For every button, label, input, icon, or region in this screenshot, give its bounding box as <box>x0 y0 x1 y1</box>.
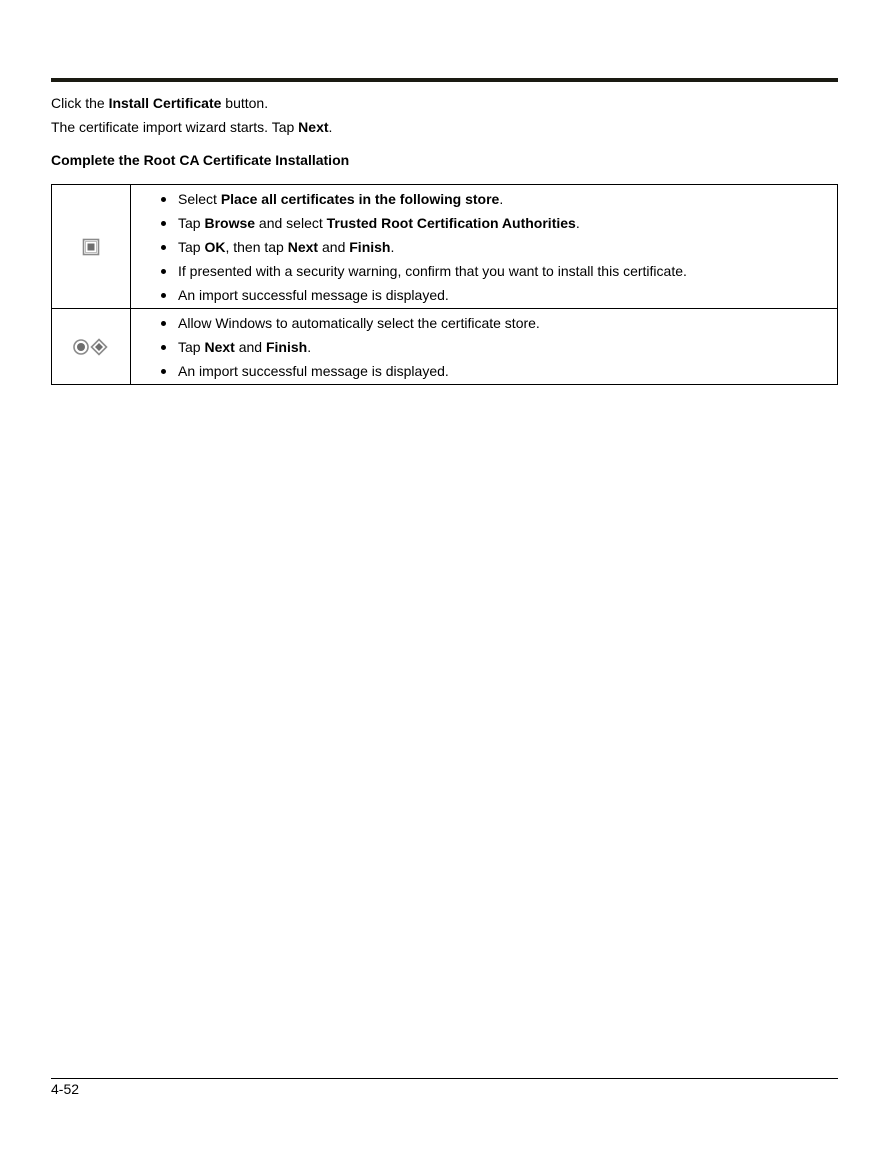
bullet-text-bold: Finish <box>265 338 308 355</box>
bullet-text <box>178 191 503 207</box>
bullet-list <box>131 311 837 383</box>
bullet-text-run: . <box>390 238 395 255</box>
checkbox-checked-icon <box>82 238 100 256</box>
bullet-text <box>178 315 540 331</box>
bullet-text <box>178 239 394 255</box>
bullet-text-run: If presented with a security warning, confirm that you want to install this certificate. <box>178 262 687 279</box>
table-row <box>52 309 838 385</box>
bullet-text-run: Tap <box>178 338 205 355</box>
list-item <box>161 311 837 335</box>
bullet-text <box>178 363 449 379</box>
top-rule <box>51 78 838 82</box>
list-item <box>161 211 837 235</box>
page-number: 4-52 <box>51 1081 80 1097</box>
bullet-text-run: Allow Windows to automatically select the certificate store. <box>178 314 540 331</box>
bullet-text-run: Tap <box>178 238 205 255</box>
intro-line-install-certificate <box>51 94 268 112</box>
instructions-cell <box>131 309 838 385</box>
icon-cell <box>52 309 131 385</box>
table-row <box>52 185 838 309</box>
intro-line2-prefix: The certificate import wizard starts. Tap <box>51 119 299 135</box>
bullet-text-run: . <box>575 214 580 231</box>
bullet-text-bold: Browse <box>204 214 256 231</box>
bullet-text-run: and <box>318 238 350 255</box>
bullet-text-run: . <box>499 190 504 207</box>
bullet-text <box>178 287 449 303</box>
intro-line1-suffix: button. <box>221 95 269 111</box>
bullet-text-run: , then tap <box>225 238 288 255</box>
bullet-text-run: Select <box>178 190 221 207</box>
bullet-text-run: . <box>307 338 312 355</box>
list-item <box>161 259 837 283</box>
list-item <box>161 335 837 359</box>
intro-line-wizard-starts <box>51 118 332 136</box>
bullet-list <box>131 187 837 307</box>
bullet-text-run: An import successful message is displayed. <box>178 286 449 303</box>
bullet-text <box>178 263 687 279</box>
footer-rule <box>51 1078 838 1079</box>
list-item <box>161 283 837 307</box>
bullet-text-run: An import successful message is displayed. <box>178 362 449 379</box>
section-heading: Complete the Root CA Certificate Installation <box>51 152 350 168</box>
bullet-text-bold: Next <box>287 238 319 255</box>
intro-line2-suffix: . <box>328 119 333 135</box>
intro-line1-bold: Install Certificate <box>108 95 222 111</box>
bullet-text <box>178 215 580 231</box>
radio-selected-icon <box>73 338 109 356</box>
list-item <box>161 359 837 383</box>
list-item <box>161 235 837 259</box>
bullet-text-run: and <box>234 338 266 355</box>
bullet-text-bold: OK <box>204 238 226 255</box>
bullet-text-bold: Finish <box>349 238 391 255</box>
bullet-text-bold: Trusted Root Certification Authorities <box>326 214 576 231</box>
list-item <box>161 187 837 211</box>
bullet-text <box>178 339 311 355</box>
bullet-text-bold: Next <box>204 338 235 355</box>
icon-cell <box>52 185 131 309</box>
intro-line1-prefix: Click the <box>51 95 109 111</box>
bullet-text-run: Tap <box>178 214 205 231</box>
instruction-table <box>51 184 838 385</box>
bullet-text-run: and select <box>255 214 327 231</box>
bullet-text-bold: Place all certificates in the following store <box>220 190 500 207</box>
instructions-cell <box>131 185 838 309</box>
intro-line2-bold: Next <box>298 119 329 135</box>
